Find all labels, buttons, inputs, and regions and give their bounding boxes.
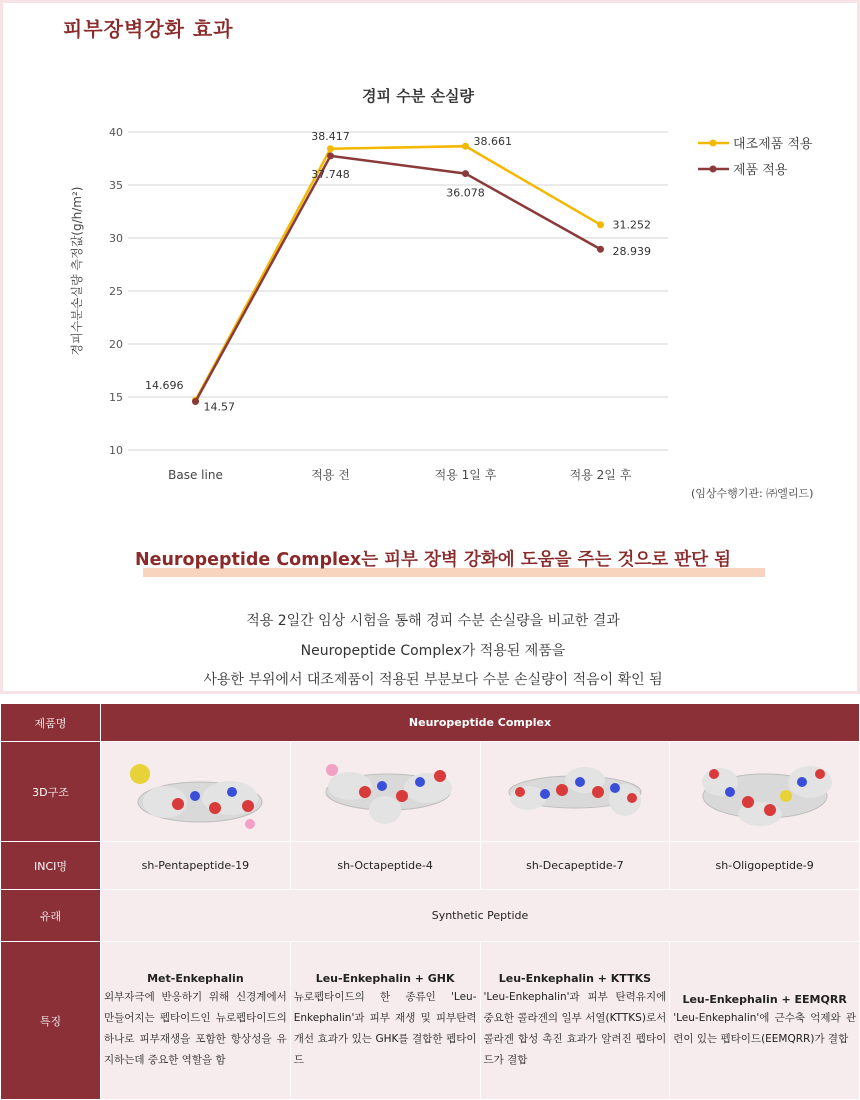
feature-cell-3 [480,942,670,1100]
feature-title: Leu-Enkephalin + GHK [315,972,455,985]
legend-label: 제품 적용 [733,163,788,178]
data-point [327,145,334,152]
molecule-3d-icon [310,752,460,832]
page-title: 피부장벽강화 효과 [63,17,234,41]
data-point [192,398,199,405]
x-tick-label: 적용 1일 후 [434,468,497,482]
molecule-3d-icon [500,752,650,832]
data-point [327,152,334,159]
row-label-structure: 3D구조 [1,742,101,842]
y-tick-label: 10 [109,444,123,457]
legend-marker [710,166,717,173]
feature-body: 뉴로펩타이드의 한 종류인 'Leu-Enkephalin'과 피부 재생 및 피부탄력 개선 효과가 있는 GHK를 결합한 펩타이드 [293,991,477,1066]
structure-cell-4 [670,742,860,842]
data-label: 36.078 [446,186,485,200]
feature-body: 'Leu-Enkephalin'에 근수축 억제와 관련이 있는 펩타이드(EEMQRR)가 결합 [673,1012,856,1045]
structure-cell-3 [480,742,670,842]
row-label-origin: 유래 [1,890,101,942]
chart-title: 경피 수분 손실량 [362,87,474,105]
description-line-3: 사용한 부위에서 대조제품이 적용된 부분보다 수분 손실량이 적음이 확인 됨 [203,672,663,688]
series-line [196,146,601,400]
table-row-structure [1,742,860,842]
y-tick-label: 20 [109,338,123,351]
legend-label: 대조제품 적용 [733,137,813,152]
description-line-1: 적용 2일간 임상 시험을 통해 경피 수분 손실량을 비교한 결과 [246,613,620,629]
data-label: 38.417 [311,129,350,143]
x-tick-label: 적용 2일 후 [569,468,632,482]
table-row-features [1,942,860,1100]
feature-title: Leu-Enkephalin + EEMQRR [682,993,847,1006]
data-label: 31.252 [612,218,651,232]
data-point [597,246,604,253]
conclusion-text: Neuropeptide Complex는 피부 장벽 강화에 도움을 주는 것으로 판단 됨 [134,550,732,570]
origin-cell: Synthetic Peptide [101,890,860,942]
inci-cell-1: sh-Pentapeptide-19 [101,842,291,890]
table-row-product [1,704,860,742]
data-label: 38.661 [473,135,512,149]
series-line [196,156,601,402]
inci-cell-4: sh-Oligopeptide-9 [670,842,860,890]
row-label-product: 제품명 [1,704,101,742]
data-point [462,143,469,150]
data-label: 37.748 [311,167,350,181]
feature-cell-1 [101,942,291,1100]
y-tick-label: 25 [109,285,123,298]
feature-body: 'Leu-Enkephalin'과 피부 탄력유지에 중요한 콜라겐의 일부 서열(KTTKS)로서 콜라겐 합성 촉진 효과가 알려진 펩타이드가 결합 [483,991,667,1066]
row-label-inci: INCI명 [1,842,101,890]
feature-cell-4 [670,942,860,1100]
table-row-origin [1,890,860,942]
molecule-3d-icon [690,752,840,832]
product-name-cell: Neuropeptide Complex [101,704,860,742]
table-row-inci [1,842,860,890]
inci-cell-2: sh-Octapeptide-4 [290,842,480,890]
data-point [462,170,469,177]
feature-title: Met-Enkephalin [147,972,244,985]
x-tick-label: 적용 전 [311,468,350,482]
y-tick-label: 15 [109,391,123,404]
feature-body: 외부자극에 반응하기 위해 신경계에서 만들어지는 펩타이드인 뉴로펩타이드의 하나로 피부재생을 포함한 항상성을 유지하는데 중요한 역할을 함 [104,991,287,1066]
description-line-2: Neuropeptide Complex가 적용된 제품을 [300,643,566,659]
data-point [597,221,604,228]
data-label: 14.696 [145,379,184,393]
inci-cell-3: sh-Decapeptide-7 [480,842,670,890]
row-label-features: 특징 [1,942,101,1100]
y-tick-label: 30 [109,232,123,245]
source-note: (임상수행기관: ㈜엘리드) [691,487,814,500]
structure-cell-2 [290,742,480,842]
structure-cell-1 [101,742,291,842]
y-tick-label: 40 [109,126,123,139]
molecule-3d-icon [120,752,270,832]
x-tick-label: Base line [168,468,223,482]
product-spec-table [0,703,860,1100]
feature-cell-2 [290,942,480,1100]
y-tick-label: 35 [109,179,123,192]
data-label: 14.57 [203,400,235,414]
legend-marker [710,140,717,147]
line-chart [3,3,860,523]
data-label: 28.939 [612,245,651,259]
y-axis-label: 경피수분손실량 측정값(g/h/m²) [70,186,84,356]
feature-title: Leu-Enkephalin + KTTKS [498,972,652,985]
